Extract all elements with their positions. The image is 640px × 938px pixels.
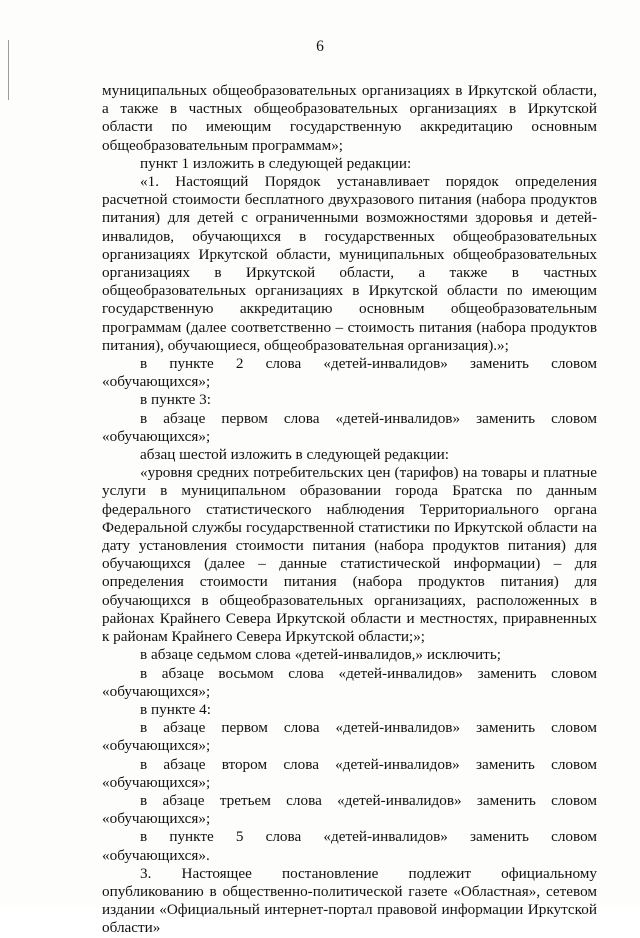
paragraph: в пункте 3: bbox=[140, 391, 211, 409]
paragraph: «уровня средних потребительских цен (тарифов) на товары и платные услуги в муниципальном образовании города Братска по данным федерального статистического наблюдения Территориального органа Федеральной службы государственной статистики по Иркутской области на дату установления стоимости питания (набора продуктов питания) для обучающихся (далее – данные статистической информации) – для определения стоимости питания (набора продуктов питания) для обучающихся в общеобразовательных организациях, расположенных в районах Крайнего Севера Иркутской области и местностях, приравненных к районам Крайнего Севера Иркутской области;»; bbox=[102, 464, 597, 646]
paragraph: абзац шестой изложить в следующей редакции: bbox=[140, 446, 449, 464]
document-body bbox=[102, 82, 597, 938]
paragraph: в абзаце первом слова «детей-инвалидов» заменить словом «обучающихся»; bbox=[102, 409, 597, 445]
paragraph: муниципальных общеобразовательных организациях в Иркутской области, а также в частных общеобразовательных организациях в Иркутской области по имеющим государственную аккредитацию основным общеобразовательным программам»; bbox=[102, 82, 597, 154]
paragraph: пункт 1 изложить в следующей редакции: bbox=[140, 154, 412, 172]
paragraph: в абзаце восьмом слова «детей-инвалидов» заменить словом «обучающихся»; bbox=[102, 664, 597, 700]
paragraph: в пункте 5 слова «детей-инвалидов» заменить словом «обучающихся». bbox=[102, 828, 597, 864]
paragraph: в абзаце седьмом слова «детей-инвалидов,» исключить; bbox=[140, 646, 501, 664]
paragraph: в абзаце втором слова «детей-инвалидов» заменить словом «обучающихся»; bbox=[102, 755, 597, 791]
page-number: 6 bbox=[316, 38, 324, 55]
paragraph: в пункте 2 слова «детей-инвалидов» заменить словом «обучающихся»; bbox=[102, 355, 597, 391]
paragraph: в пункте 4: bbox=[140, 700, 211, 718]
paragraph: 3. Настоящее постановление подлежит официальному опубликованию в общественно-политической газете «Областная», сетевом издании «Официальный интернет-портал правовой информации Иркутской области» bbox=[102, 864, 597, 937]
paragraph: в абзаце третьем слова «детей-инвалидов» заменить словом «обучающихся»; bbox=[102, 791, 597, 828]
paragraph: в абзаце первом слова «детей-инвалидов» заменить словом «обучающихся»; bbox=[102, 719, 597, 755]
paragraph: «1. Настоящий Порядок устанавливает порядок определения расчетной стоимости бесплатного двухразового питания (набора продуктов питания) для детей с ограниченными возможностями здоровья и детей-инвалидов, обучающихся в государственных общеобразовательных организациях Иркутской области, муниципальных общеобразовательных организациях в Иркутской области, а также в частных общеобразовательных организациях в Иркутской области по имеющим государственную аккредитацию основным общеобразовательным программам (далее соответственно – стоимость питания (набора продуктов питания), обучающиеся, общеобразовательная организация).»; bbox=[102, 173, 597, 354]
